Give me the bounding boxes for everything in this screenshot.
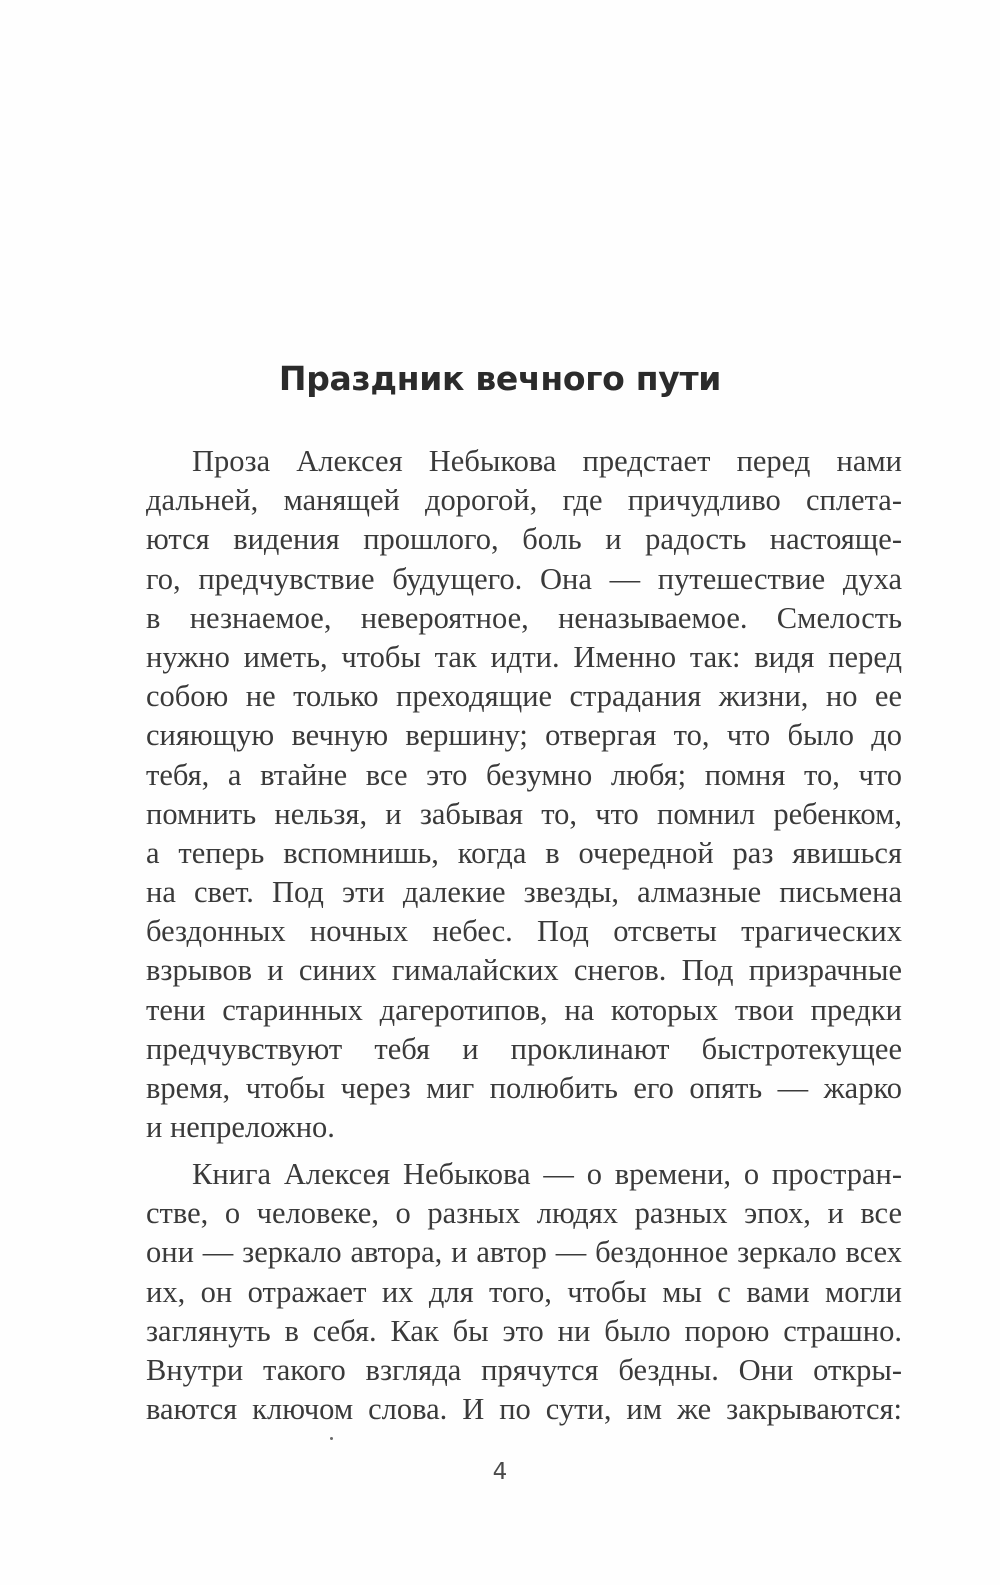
text-line: тебя, а втайне все это безумно любя; помня то, что [146,757,902,792]
text-line: дальней, манящей дорогой, где причудливо сплета- [146,483,902,518]
text-line: и непреложно. [146,1110,335,1145]
print-speck [330,1437,333,1440]
text-line: заглянуть в себя. Как бы это ни было порою страшно. [146,1313,902,1348]
text-line: ваются ключом слова. И по сути, им же закрываются: [146,1392,902,1427]
paragraph-2 [146,1155,902,1429]
text-line: в незнаемое, невероятное, неназываемое. Смелость [146,600,902,635]
text-line: тени старинных дагеротипов, на которых твои предки [146,992,902,1027]
text-line: бездонных ночных небес. Под отсветы трагических [146,914,902,949]
chapter-heading: Праздник вечного пути [278,359,722,398]
text-line: го, предчувствие будущего. Она — путешествие духа [146,561,902,596]
text-line: их, он отражает их для того, чтобы мы с вами могли [146,1274,902,1309]
text-line: сияющую вечную вершину; отвергая то, что было до [146,718,902,753]
text-line: нужно иметь, чтобы так идти. Именно так: видя перед [146,639,902,674]
text-line: а теперь вспомнишь, когда в очередной раз явишься [146,835,902,870]
text-line: Проза Алексея Небыкова предстает перед нами [192,444,902,478]
text-line: Внутри такого взгляда прячутся бездны. Они откры- [146,1352,902,1387]
text-line: стве, о человеке, о разных людях разных эпох, и все [146,1196,902,1231]
text-line: на свет. Под эти далекие звезды, алмазные письмена [146,875,902,910]
text-line: предчувствуют тебя и проклинают быстротекущее [146,1031,902,1066]
text-line: взрывов и синих гималайских снегов. Под призрачные [146,953,902,988]
page-number: 4 [492,1459,508,1485]
text-line: помнить нельзя, и забывая то, что помнил ребенком, [146,796,902,831]
text-line: они — зеркало автора, и автор — бездонное зеркало всех [146,1235,902,1270]
paragraph-1 [146,442,902,1147]
text-line: ются видения прошлого, боль и радость настояще- [146,522,902,557]
text-line: Книга Алексея Небыкова — о времени, о простран- [192,1157,902,1191]
text-line: время, чтобы через миг полюбить его опять — жарко [146,1071,902,1105]
text-line: собою не только преходящие страдания жизни, но ее [146,679,902,714]
